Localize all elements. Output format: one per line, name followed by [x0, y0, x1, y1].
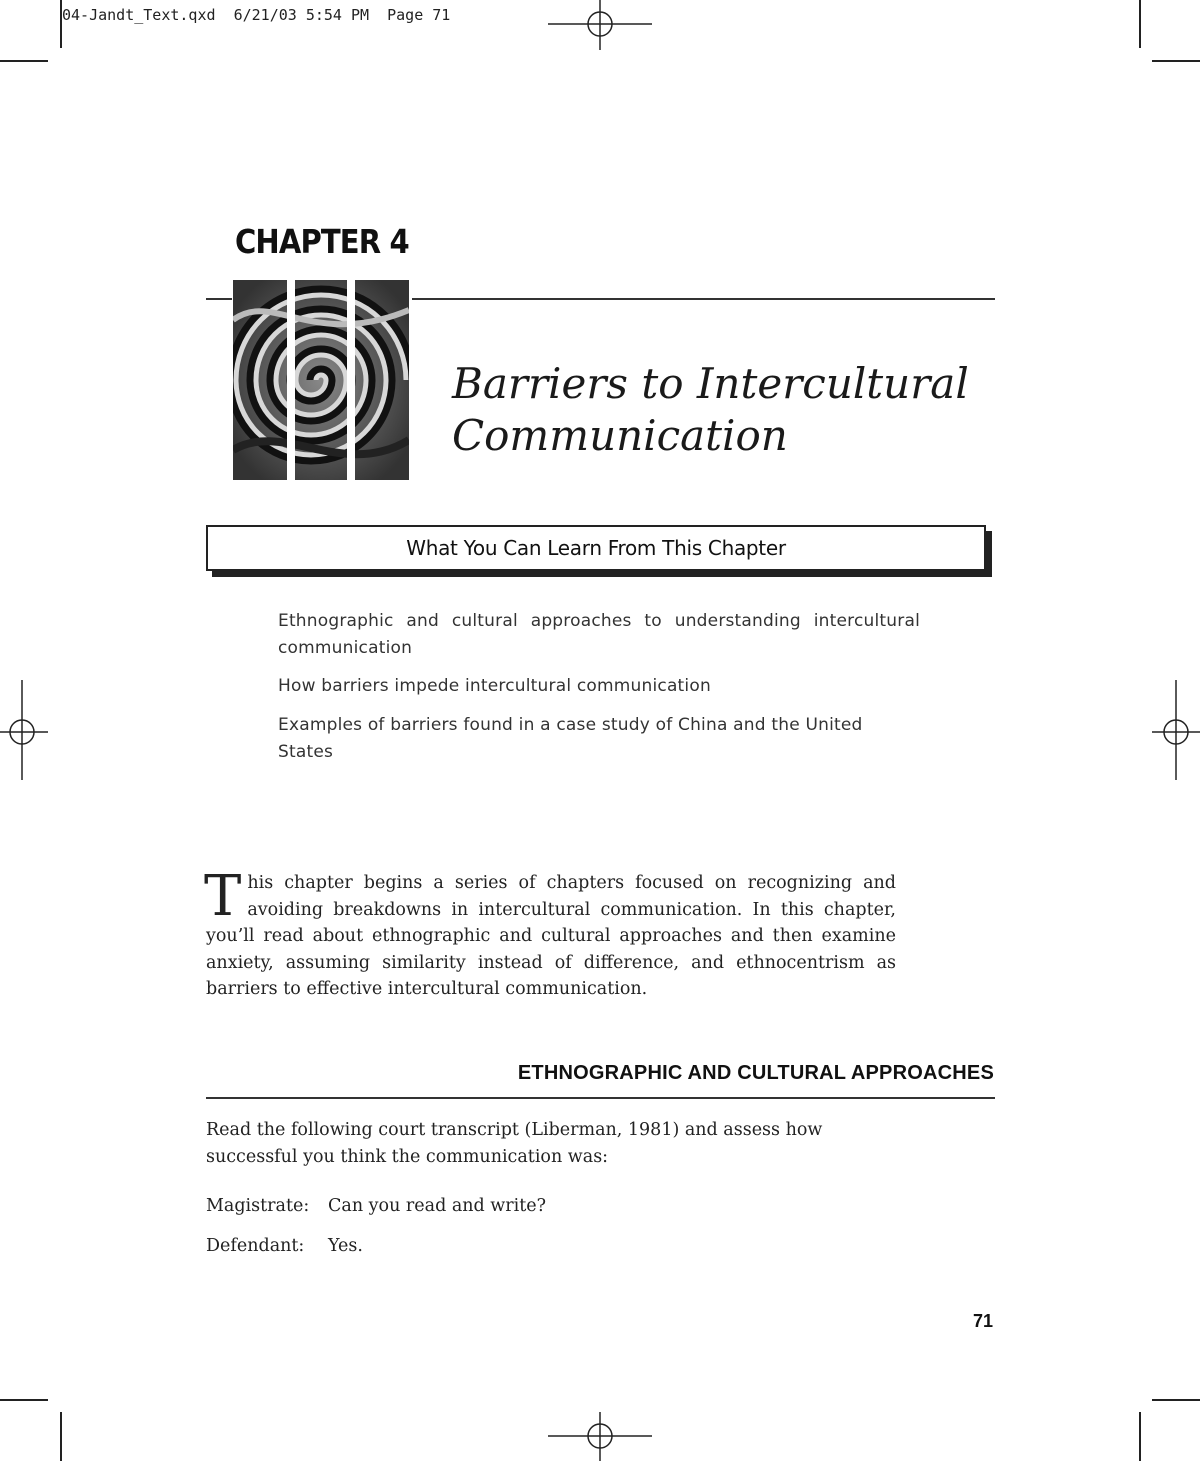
registration-mark-bottom-icon: [548, 1412, 652, 1461]
drop-cap-letter: T: [204, 864, 242, 929]
registration-mark-left-icon: [0, 680, 48, 780]
chapter-swirl-art-icon: [233, 280, 409, 480]
section-heading: ETHNOGRAPHIC AND CULTURAL APPROACHES: [517, 1062, 994, 1084]
chapter-title-line-2: Communication: [452, 411, 788, 460]
file-slug-line: 04-Jandt_Text.qxd 6/21/03 5:54 PM Page 71: [62, 6, 451, 24]
dialogue-speaker: Magistrate:: [206, 1196, 310, 1216]
dialogue-line: Can you read and write?: [328, 1196, 547, 1216]
chapter-number-label: CHAPTER 4: [235, 222, 409, 261]
learning-objectives-heading: What You Can Learn From This Chapter: [406, 536, 786, 560]
intro-text: his chapter begins a series of chapters focused on recognizing and avoiding breakdowns in intercultural communication. In this chapter, you’ll read about ethnographic and cultural approaches and then examine anxiety, assuming similarity instead of difference, and ethnocentrism as barriers to effective intercultural communication.: [206, 873, 896, 999]
chapter-title: [452, 358, 969, 462]
title-rule-left: [206, 298, 232, 300]
learning-objective-item: Examples of barriers found in a case study of China and the United States: [278, 715, 863, 762]
learning-objective-item: Ethnographic and cultural approaches to understanding intercultural communication: [278, 611, 920, 658]
section-rule: [206, 1097, 995, 1099]
chapter-intro-paragraph: [204, 864, 896, 1003]
learning-objective-item: How barriers impede intercultural communication: [278, 676, 711, 696]
chapter-title-line-1: Barriers to Intercultural: [452, 359, 969, 408]
section-body-paragraph: Read the following court transcript (Liberman, 1981) and assess how successful you think the communication was:: [206, 1120, 823, 1167]
title-rule-right: [412, 298, 995, 300]
registration-mark-top-icon: [548, 0, 652, 50]
registration-mark-right-icon: [1152, 680, 1200, 780]
dialogue-speaker: Defendant:: [206, 1236, 305, 1256]
learning-objectives-box: [206, 525, 986, 571]
dialogue-line: Yes.: [328, 1236, 363, 1256]
page-number: 71: [972, 1311, 993, 1331]
